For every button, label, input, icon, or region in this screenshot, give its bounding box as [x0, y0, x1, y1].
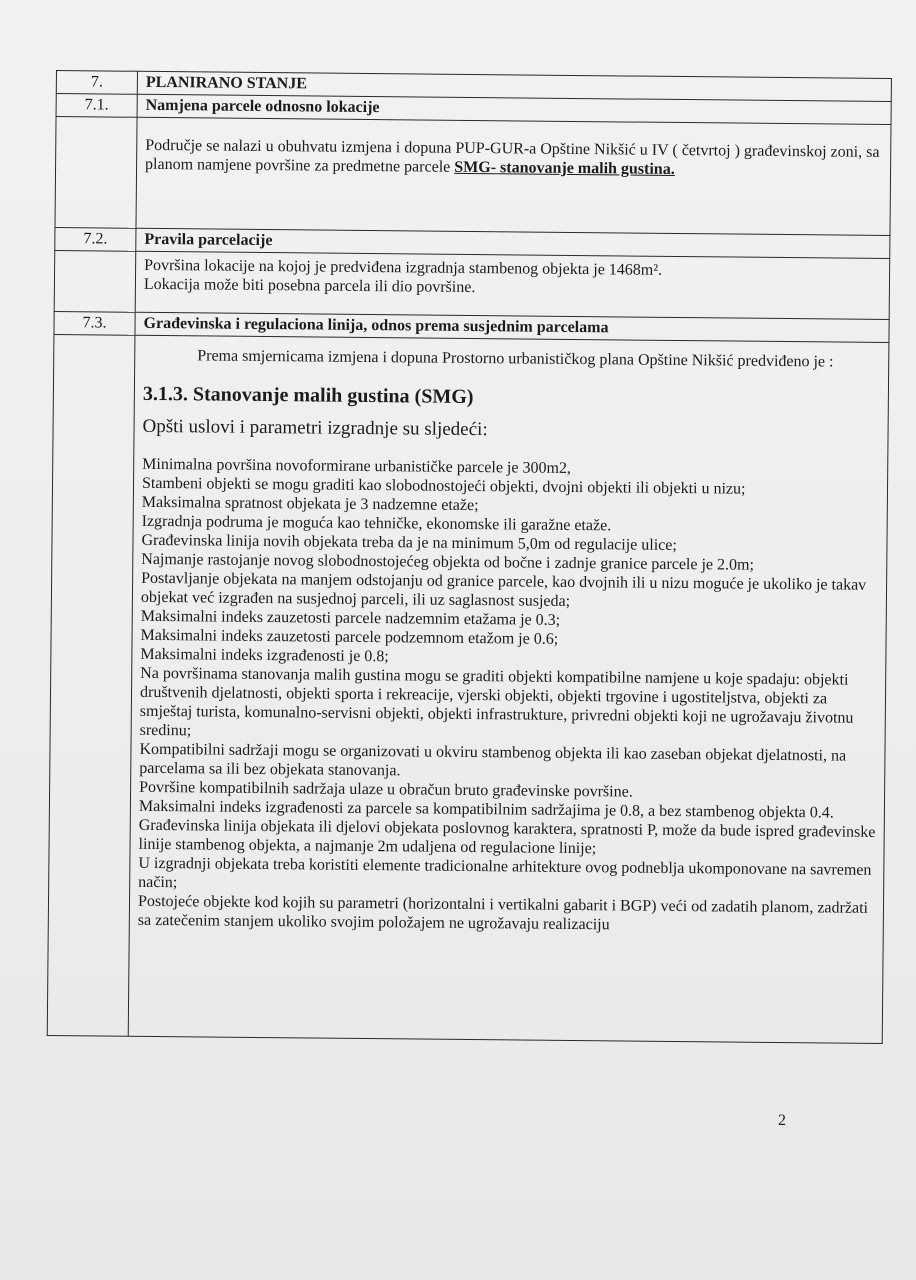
row-7-2-line-1: Površina lokacije na kojoj je predviđena izgradnja stambenog objekta je 1468m². [144, 256, 663, 279]
row-7-1-text-main: Područje se nalazi u obuhvatu izmjena i dopuna PUP-GUR-a Opštine Nikšić u IV ( četvrtoj ) građevinskoj zoni, sa planom namjene površine za predmetne parcele [145, 136, 880, 176]
row-7-3-title: Građevinska i regulaciona linija, odnos prema susjednim parcelama [135, 312, 889, 342]
condition-line: Najmanje rastojanje novog slobodnostojećeg objekta od bočne i zadnje granice parcele je 2.0m; [141, 550, 755, 574]
condition-line: Minimalna površina novoformirane urbanističke parcele je 300m2, [142, 455, 572, 477]
row-7-2-content [54, 250, 890, 319]
condition-line: Izgradnja podruma je moguća kao tehničke, ekonomske ili garažne etaže. [141, 512, 612, 535]
condition-line: Maksimalni indeks izgrađenosti za parcele sa kompatibilnim sadržajima je 0.8, a bez stambenog objekta 0.4. [138, 797, 834, 822]
condition-line: Postojeće objekte kod kojih su parametri (horizontalni i vertikalni gabarit i BGP) veći od zadatih planom, zadržati sa zatečenim stanjem ukoliko svojim položajem ne ugrožavaju realizaciju [137, 892, 869, 934]
condition-line: Maksimalni indeks zauzetosti parcele podzemnom etažom je 0.6; [140, 626, 559, 648]
row-7-1-empty-cell [55, 117, 137, 229]
condition-line: Maksimalni indeks zauzetosti parcele nadzemnim etažama je 0.3; [140, 607, 561, 629]
condition-line: Građevinska linija novih objekata treba da je na minimum 5,0m od regulacije ulice; [141, 531, 677, 554]
section-lead: Opšti uslovi i parametri izgradnje su sljedeći: [142, 415, 488, 441]
condition-line: U izgradnji objekata treba koristiti elemente tradicionalne arhitekture ovog podneblja ukomponovane na savremen način; [138, 854, 872, 892]
condition-line: Maksimalna spratnost objekata je 3 nadzemne etaže; [141, 493, 479, 515]
row-7-3-intro: Prema smjernicama izmjena i dopuna Prostorno urbanističkog plana Opštine Nikšić predviđeno je : [197, 347, 834, 371]
row-7-1-text [136, 117, 891, 235]
row-7-1-title: Namjena parcele odnosno lokacije [137, 94, 891, 124]
row-7-2-line-2: Lokacija može biti posebna parcela ili dio površine. [143, 275, 476, 297]
row-7-3-text [128, 335, 889, 1043]
row-7-3-empty-cell [47, 334, 135, 1036]
condition-line: Postavljanje objekata na manjem odstojanju od granice parcele, kao dvojnih ili u nizu moguće je ukoliko je takav objekat već izgrađen na susjednoj parceli, ili uz saglasnost susjeda; [140, 569, 867, 610]
row-7-2-text [135, 251, 890, 319]
page-number: 2 [778, 1112, 786, 1129]
planning-table-wrapper [47, 70, 892, 1044]
row-7-number: 7. [56, 71, 137, 95]
condition-line: Stambeni objekti se mogu graditi kao slobodnostojeći objekti, dvojni objekti ili objekti u nizu; [141, 474, 746, 498]
row-7-1-content [55, 117, 891, 236]
condition-line: Kompatibilni sadržaji mogu se organizovati u okviru stambenog objekta ili kao zaseban objekat djelatnosti, na parcelama sa ili bez objekata stanovanja. [139, 740, 847, 780]
row-7-1-text-underlined: SMG- stanovanje malih gustina. [454, 158, 675, 178]
condition-line: Maksimalni indeks izgrađenosti je 0.8; [140, 645, 389, 666]
row-7-title: PLANIRANO STANJE [137, 71, 891, 101]
conditions-list [138, 455, 880, 937]
row-7-2-title: Pravila parcelacije [136, 228, 890, 258]
row-7-2-number: 7.2. [55, 227, 136, 251]
planning-table [47, 70, 892, 1044]
row-7-1-number: 7.1. [56, 94, 137, 118]
section-subheading: 3.1.3. Stanovanje malih gustina (SMG) [142, 382, 474, 409]
row-7-3-number: 7.3. [54, 311, 135, 335]
condition-line: Na površinama stanovanja malih gustina mogu se graditi objekti kompatibilne namjene u koje spadaju: objekti društvenih djelatnosti, objekti sporta i rekreacije, vjerski objekti, objekti trgovine i ugostiteljstva, objekti za smještaj turista, komunalno-servisni objekti, objekti infrastrukture, privredni objekti koji ne ugrožavaju životnu sredinu; [139, 664, 854, 740]
condition-line: Građevinska linija objekata ili djelovi objekata poslovnog karaktera, spratnosti P, može da bude ispred građevinske linije stambenog objekta, a najmanje 2m udaljena od regulacione linije; [138, 816, 876, 858]
condition-line: Površine kompatibilnih sadržaja ulaze u obračun bruto građevinske površine. [139, 778, 633, 801]
row-7-2-empty-cell [54, 250, 136, 312]
row-7-3-content [47, 334, 889, 1043]
